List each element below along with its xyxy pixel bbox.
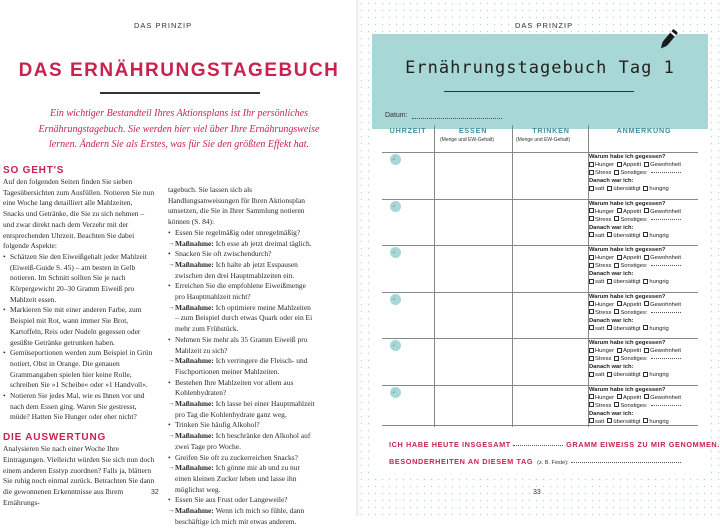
measure-item (168, 356, 316, 377)
option-hungrig[interactable] (643, 372, 668, 378)
measure-item (168, 260, 316, 281)
option-appetit[interactable] (617, 302, 641, 308)
option-label: Stress (595, 216, 612, 223)
question-item: • Bestehen Ihre Mahlzeiten vor allem aus Kohlenhydraten? (168, 378, 316, 399)
option-label: Sonstiges: (620, 309, 648, 316)
option-stress[interactable] (589, 356, 611, 362)
option-label: übersättigt (613, 232, 641, 239)
row-divider (382, 152, 698, 153)
options-row (589, 232, 707, 240)
auswertung-paragraph: Analysieren Sie nach einer Woche Ihre Eintragungen. Vielleicht würden Sie sich nun doch einem anderen Esstyp zuordnen? Falls ja, blättern Sie ruhig noch einmal zurück. Betrachten Sie dann die gewonnenen Erkenntnisse aus Ihrem Ernährungs- (3, 444, 155, 507)
checkbox[interactable] (614, 263, 619, 268)
checkbox[interactable] (643, 232, 648, 237)
option-sonstiges[interactable] (614, 263, 647, 269)
checkbox[interactable] (614, 170, 619, 175)
checkbox[interactable] (607, 232, 612, 237)
sonstiges-input[interactable] (651, 265, 681, 266)
special-notes-input[interactable] (571, 462, 681, 463)
note-checklist (589, 154, 707, 194)
card-title-underline (444, 91, 634, 92)
option-satt[interactable] (589, 279, 604, 285)
column-header-anmerkung: ANMERKUNG (616, 126, 672, 135)
note-checklist (589, 294, 707, 334)
option-label: Stress (595, 170, 612, 177)
options-row (589, 348, 707, 356)
page-number-left: 32 (151, 489, 159, 496)
checkbox[interactable] (644, 394, 649, 399)
measure-item (168, 399, 316, 420)
option-label: übersättigt (613, 186, 641, 193)
option-label: hungrig (649, 325, 669, 332)
measure-item (168, 506, 316, 527)
option-label: Stress (595, 402, 612, 409)
option-label: satt (595, 325, 605, 332)
option-label: Gewohnheit (650, 255, 682, 262)
option-uebersaettigt[interactable] (607, 326, 640, 332)
date-line[interactable] (412, 112, 502, 119)
date-field[interactable] (385, 112, 502, 119)
table-header (382, 126, 698, 152)
options-row (589, 170, 707, 178)
row-divider (382, 385, 698, 386)
option-gewohnheit[interactable] (644, 255, 681, 261)
option-hunger[interactable] (589, 302, 614, 308)
checkbox[interactable] (607, 418, 612, 423)
measure-label: Maßnahme: (175, 431, 214, 441)
checkbox[interactable] (589, 301, 594, 306)
column-divider (512, 125, 513, 427)
sonstiges-input[interactable] (651, 172, 681, 173)
title-underline (100, 92, 260, 94)
checkbox[interactable] (644, 208, 649, 213)
clock-icon: ♩ (390, 154, 401, 165)
option-uebersaettigt[interactable] (607, 186, 640, 192)
option-appetit[interactable] (617, 209, 641, 215)
checkbox[interactable] (589, 372, 594, 377)
option-appetit[interactable] (617, 395, 641, 401)
total-protein-label: ICH HABE HEUTE INSGESAMT (389, 440, 511, 449)
option-label: satt (595, 186, 605, 193)
option-stress[interactable] (589, 170, 611, 176)
checkbox[interactable] (617, 255, 622, 260)
measure-label: Maßnahme: (175, 399, 214, 409)
options-row (589, 356, 707, 364)
measure-text: Ich esse ab jetzt dreimal täglich. (215, 238, 312, 248)
option-hunger[interactable] (589, 348, 614, 354)
special-notes-hint: (z. B. Feste): (537, 460, 569, 466)
option-uebersaettigt[interactable] (607, 233, 640, 239)
option-label: Sonstiges: (620, 263, 648, 270)
option-label: hungrig (649, 232, 669, 239)
option-label: Appetit (623, 162, 642, 169)
question-item: • Trinken Sie häufig Alkohol? (168, 420, 316, 431)
right-column (168, 185, 316, 528)
option-sonstiges[interactable] (614, 310, 647, 316)
option-satt[interactable] (589, 372, 604, 378)
options-row (589, 372, 707, 380)
clock-icon: ♩ (390, 340, 401, 351)
option-sonstiges[interactable] (614, 356, 647, 362)
option-label: satt (595, 279, 605, 286)
option-gewohnheit[interactable] (644, 348, 681, 354)
checkbox[interactable] (589, 402, 594, 407)
option-uebersaettigt[interactable] (607, 372, 640, 378)
special-notes-label: BESONDERHEITEN AN DIESEM TAG (389, 457, 534, 466)
option-hungrig[interactable] (643, 186, 668, 192)
sonstiges-input[interactable] (651, 405, 681, 406)
option-appetit[interactable] (617, 162, 641, 168)
total-protein-line[interactable] (389, 440, 720, 449)
option-label: Stress (595, 356, 612, 363)
options-row (589, 325, 707, 333)
option-label: Hunger (595, 208, 615, 215)
checkbox[interactable] (589, 162, 594, 167)
option-appetit[interactable] (617, 348, 641, 354)
so-gehts-paragraph: Auf den folgenden Seiten finden Sie sieben Tagesübersichten zum Ausfüllen. Notieren Sie nun eine Woche lang detailliert alle Mahlzeiten, Snacks und Getränke, die Sie zu sich nehmen – und zwar direkt nach dem Verzehr mit der entsprechenden Uhrzeit. Beachten Sie dabei folgende Aspekte: (3, 177, 155, 251)
options-row (589, 402, 707, 410)
after-label: Danach war ich: (589, 410, 634, 417)
checkbox[interactable] (643, 186, 648, 191)
page-title: DAS ERNÄHRUNGSTAGEBUCH (18, 60, 340, 81)
after-label: Danach war ich: (589, 317, 634, 324)
measure-item (168, 303, 316, 335)
checkbox[interactable] (589, 279, 594, 284)
measure-item (168, 431, 316, 452)
note-checklist (589, 201, 707, 241)
option-satt[interactable] (589, 186, 604, 192)
option-label: Stress (595, 263, 612, 270)
measure-text: Ich beschränke den Alkohol auf zwei Tage pro Woche. (175, 431, 311, 451)
option-label: hungrig (649, 279, 669, 286)
option-stress[interactable] (589, 403, 611, 409)
column-divider (434, 125, 435, 427)
option-label: Sonstiges: (620, 402, 648, 409)
question-item: • Erreichen Sie die empfohlene Eiweißmenge pro Hauptmahlzeit nicht? (168, 281, 316, 302)
column-header-essen: ESSEN (458, 126, 488, 135)
list-item: • Schätzen Sie den Eiweißgehalt jeder Mahlzeit (Eiweiß-Guide S. 45) – am besten in Gelb notieren. Im Schnitt sollten Sie je nach Körpergewicht 20–30 Gramm Eiweiß pro Mahlzeit essen. (3, 252, 155, 306)
option-satt[interactable] (589, 233, 604, 239)
after-label: Danach war ich: (589, 271, 634, 278)
measure-text: Wenn ich mich so fühle, dann beschäftige ich mich mit etwas anderem. (175, 506, 305, 526)
options-row (589, 279, 707, 287)
option-label: übersättigt (613, 325, 641, 332)
checkbox[interactable] (644, 348, 649, 353)
note-checklist (589, 387, 707, 427)
note-checklist (589, 340, 707, 380)
option-label: übersättigt (613, 279, 641, 286)
option-hungrig[interactable] (643, 419, 668, 425)
checkbox[interactable] (589, 325, 594, 330)
checkbox[interactable] (643, 418, 648, 423)
checkbox[interactable] (589, 263, 594, 268)
option-label: Hunger (595, 301, 615, 308)
checkbox[interactable] (589, 186, 594, 191)
option-label: Gewohnheit (650, 394, 682, 401)
option-sonstiges[interactable] (614, 403, 647, 409)
page-number-right: 33 (533, 489, 541, 496)
checkbox[interactable] (643, 372, 648, 377)
options-row (589, 186, 707, 194)
option-satt[interactable] (589, 326, 604, 332)
question-item: • Essen Sie aus Frust oder Langeweile? (168, 495, 316, 506)
column-header-trinken: TRINKEN (532, 126, 570, 135)
checkbox[interactable] (589, 418, 594, 423)
column-header-uhrzeit: UHRZEIT (389, 126, 427, 135)
option-label: hungrig (649, 372, 669, 379)
options-row (589, 301, 707, 309)
option-hunger[interactable] (589, 395, 614, 401)
row-divider (382, 292, 698, 293)
measure-label: Maßnahme: (175, 238, 214, 248)
option-label: satt (595, 372, 605, 379)
question-item: • Greifen Sie oft zu zuckerreichen Snacks? (168, 453, 316, 464)
checkbox[interactable] (614, 402, 619, 407)
checkbox[interactable] (589, 309, 594, 314)
option-uebersaettigt[interactable] (607, 279, 640, 285)
checkbox[interactable] (617, 162, 622, 167)
option-label: Hunger (595, 255, 615, 262)
measure-label: Maßnahme: (175, 506, 214, 516)
option-label: Hunger (595, 394, 615, 401)
option-label: hungrig (649, 418, 669, 425)
checkbox[interactable] (644, 255, 649, 260)
option-label: Gewohnheit (650, 208, 682, 215)
checkbox[interactable] (589, 208, 594, 213)
checkbox[interactable] (589, 216, 594, 221)
after-label: Danach war ich: (589, 364, 634, 371)
measures-list (168, 228, 316, 528)
clock-icon: ♩ (390, 387, 401, 398)
options-row (589, 216, 707, 224)
measure-text: Ich halte ab jetzt Esspausen zwischen den drei Hauptmahlzeiten ein. (175, 259, 298, 280)
checkbox[interactable] (617, 394, 622, 399)
option-sonstiges[interactable] (614, 217, 647, 223)
measures-intro: tagebuch. Sie lassen sich als Handlungsanweisungen für Ihren Aktionsplan umsetzen, die Sie in Ihrer Sammlung notieren können (S. 84): (168, 185, 305, 227)
question-label: Warum habe ich gegessen? (589, 340, 666, 346)
options-row (589, 309, 707, 317)
measure-item (168, 463, 316, 495)
option-label: Hunger (595, 348, 615, 355)
option-label: Appetit (623, 301, 642, 308)
option-label: Gewohnheit (650, 301, 682, 308)
date-label: Datum: (385, 112, 408, 119)
option-label: Appetit (623, 208, 642, 215)
measure-label: Maßnahme: (175, 463, 214, 473)
checkbox[interactable] (644, 162, 649, 167)
checkbox[interactable] (607, 372, 612, 377)
checkbox[interactable] (607, 279, 612, 284)
checkbox[interactable] (617, 348, 622, 353)
measure-text: Ich optimiere meine Mahlzeiten – zum Beispiel durch etwas Quark oder ein Ei mehr zum Frühstück. (175, 302, 313, 334)
checkbox[interactable] (589, 232, 594, 237)
checkbox[interactable] (614, 216, 619, 221)
options-row (589, 208, 707, 216)
so-gehts-heading: SO GEHT'S (3, 165, 65, 176)
checkbox[interactable] (617, 208, 622, 213)
checkbox[interactable] (607, 325, 612, 330)
special-notes-line[interactable] (389, 457, 681, 466)
running-head-left: DAS PRINZIP (134, 21, 193, 30)
sonstiges-input[interactable] (651, 358, 681, 359)
sonstiges-input[interactable] (651, 312, 681, 313)
list-item: • Notieren Sie jedes Mal, wie es Ihnen vor und nach dem Essen ging. Waren Sie gestresst, müde? Hatten Sie Hunger oder eher nicht? (3, 391, 155, 423)
option-satt[interactable] (589, 419, 604, 425)
checkbox[interactable] (589, 255, 594, 260)
card-title: Ernährungstagebuch Tag 1 (405, 58, 675, 78)
pen-icon (655, 27, 681, 53)
checkbox[interactable] (614, 356, 619, 361)
checkbox[interactable] (644, 301, 649, 306)
intro-text: Ein wichtiger Bestandteil Ihres Aktionsplans ist Ihr persönliches Ernährungstagebuch. Sie werden hier viel über Ihre Ernährungsweise lernen. Ändern Sie als Erstes, was für Sie den größten Effekt hat. (38, 108, 320, 150)
checkbox[interactable] (607, 186, 612, 191)
option-label: Appetit (623, 394, 642, 401)
option-stress[interactable] (589, 217, 611, 223)
option-hungrig[interactable] (643, 279, 668, 285)
option-sonstiges[interactable] (614, 170, 647, 176)
row-divider (382, 425, 698, 426)
option-label: satt (595, 232, 605, 239)
option-gewohnheit[interactable] (644, 395, 681, 401)
option-label: übersättigt (613, 372, 641, 379)
option-stress[interactable] (589, 263, 611, 269)
list-item: • Markieren Sie mit einer anderen Farbe, zum Beispiel mit Rot, wann immer Sie Brot, Kartoffeln, Reis oder Nudeln gegessen oder gesüßte Getränke getrunken haben. (3, 305, 155, 348)
running-head-right: DAS PRINZIP (515, 21, 574, 30)
option-hunger[interactable] (589, 162, 614, 168)
left-column (3, 164, 155, 508)
measure-text: Ich verringere die Fleisch- und Fischportionen meiner Mahlzeiten. (175, 356, 308, 376)
row-divider (382, 199, 698, 200)
measure-item (168, 239, 316, 250)
question-label: Warum habe ich gegessen? (589, 154, 666, 160)
question-label: Warum habe ich gegessen? (589, 386, 666, 393)
options-row (589, 255, 707, 263)
sonstiges-input[interactable] (651, 219, 681, 220)
checkbox[interactable] (589, 394, 594, 399)
row-divider (382, 245, 698, 246)
option-gewohnheit[interactable] (644, 162, 681, 168)
list-item: • Gemüseportionen werden zum Beispiel in Grün notiert, Obst in Orange. Die genauen Grammangaben spielen hier keine Rolle, schreiben Sie »1 Scheibe« oder »1 Handvoll«. (3, 348, 155, 391)
option-label: Gewohnheit (650, 348, 682, 355)
so-gehts-list (3, 252, 155, 423)
checkbox[interactable] (614, 309, 619, 314)
question-item: • Essen Sie regelmäßig oder unregelmäßig? (168, 228, 316, 239)
question-label: Warum habe ich gegessen? (589, 293, 666, 300)
option-label: Hunger (595, 162, 615, 169)
option-label: Stress (595, 309, 612, 316)
option-label: Appetit (623, 255, 642, 262)
auswertung-heading: DIE AUSWERTUNG (3, 432, 107, 444)
after-label: Danach war ich: (589, 224, 634, 231)
checkbox[interactable] (643, 279, 648, 284)
option-label: Sonstiges: (620, 216, 648, 223)
options-row (589, 263, 707, 271)
question-label: Warum habe ich gegessen? (589, 200, 666, 207)
measure-text: Ich gönne mir ab und zu nur einen kleinen Zucker leben und lasse ihn möglichst weg. (175, 463, 300, 494)
option-label: Appetit (623, 348, 642, 355)
clock-icon: ♩ (390, 201, 401, 212)
option-label: Sonstiges: (620, 170, 648, 177)
option-label: übersättigt (613, 418, 641, 425)
checkbox[interactable] (643, 325, 648, 330)
total-protein-input[interactable] (513, 445, 563, 446)
total-protein-suffix: GRAMM EIWEISS ZU MIR GENOMMEN. (566, 440, 720, 449)
question-item: • Nehmen Sie mehr als 35 Gramm Eiweiß pro Mahlzeit zu sich? (168, 335, 316, 356)
options-row (589, 162, 707, 170)
question-item: • Snacken Sie oft zwischendurch? (168, 249, 316, 260)
option-label: Sonstiges: (620, 356, 648, 363)
checkbox[interactable] (617, 301, 622, 306)
options-row (589, 394, 707, 402)
measure-label: Maßnahme: (175, 302, 214, 312)
measure-text: Ich lasse bei einer Hauptmahlzeit pro Tag die Kohlenhydrate ganz weg. (175, 399, 315, 419)
measure-label: Maßnahme: (175, 259, 214, 269)
option-hunger[interactable] (589, 209, 614, 215)
option-hunger[interactable] (589, 255, 614, 261)
measure-label: Maßnahme: (175, 356, 214, 366)
row-divider (382, 338, 698, 339)
option-appetit[interactable] (617, 255, 641, 261)
clock-icon: ♩ (390, 294, 401, 305)
option-stress[interactable] (589, 310, 611, 316)
option-label: Gewohnheit (650, 162, 682, 169)
option-hungrig[interactable] (643, 233, 668, 239)
checkbox[interactable] (589, 170, 594, 175)
question-label: Warum habe ich gegessen? (589, 247, 666, 253)
checkbox[interactable] (589, 348, 594, 353)
option-gewohnheit[interactable] (644, 302, 681, 308)
checkbox[interactable] (589, 356, 594, 361)
after-label: Danach war ich: (589, 178, 634, 185)
option-gewohnheit[interactable] (644, 209, 681, 215)
column-sub-trinken: (Menge und EW-Gehalt) (516, 137, 571, 143)
option-label: satt (595, 418, 605, 425)
option-hungrig[interactable] (643, 326, 668, 332)
option-label: hungrig (649, 186, 669, 193)
column-sub-essen: (Menge und EW-Gehalt) (440, 137, 495, 143)
option-uebersaettigt[interactable] (607, 419, 640, 425)
note-checklist (589, 247, 707, 287)
clock-icon: ♩ (390, 247, 401, 258)
